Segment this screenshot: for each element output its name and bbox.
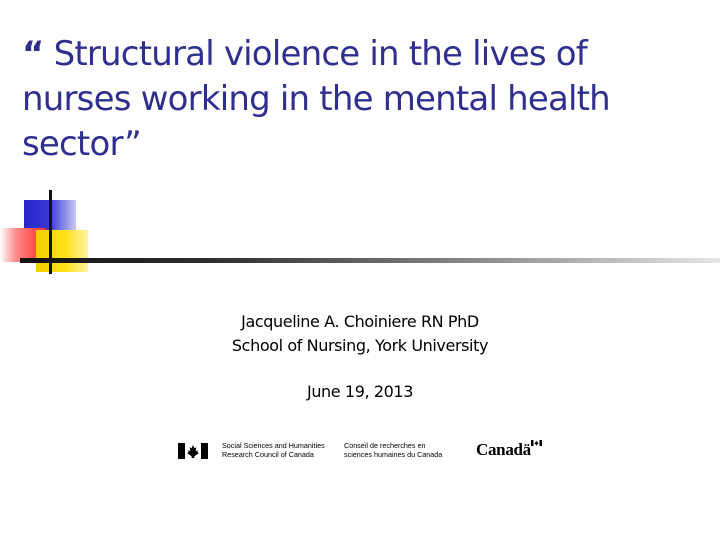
crsh-line-1: Conseil de recherches en bbox=[344, 441, 426, 450]
slide-title bbox=[22, 32, 702, 167]
decor-yellow-square bbox=[36, 230, 88, 272]
decor-vertical-rule bbox=[49, 190, 52, 274]
sshrc-line-2: Research Council of Canada bbox=[222, 449, 314, 459]
sshrc-line-1: Social Sciences and Humanities bbox=[222, 441, 325, 450]
decor-horizontal-rule bbox=[20, 258, 720, 263]
funder-logos bbox=[178, 440, 548, 464]
title-open-quote: “ bbox=[22, 34, 44, 74]
canada-wordmark: Canadä bbox=[476, 440, 531, 459]
crsh-line-2: sciences humaines du Canada bbox=[344, 449, 443, 459]
canada-flag-icon bbox=[178, 443, 208, 459]
crsh-french-name bbox=[344, 442, 442, 459]
author-name: Jacqueline A. Choiniere RN PhD bbox=[241, 312, 479, 331]
presentation-date: June 19, 2013 bbox=[307, 382, 413, 401]
title-text: Structural violence in the lives of nurses working in the mental health sector” bbox=[22, 34, 610, 164]
sshrc-english-name bbox=[222, 442, 325, 459]
author-affiliation: School of Nursing, York University bbox=[231, 336, 489, 355]
canada-wordmark-flag-icon bbox=[531, 440, 542, 446]
